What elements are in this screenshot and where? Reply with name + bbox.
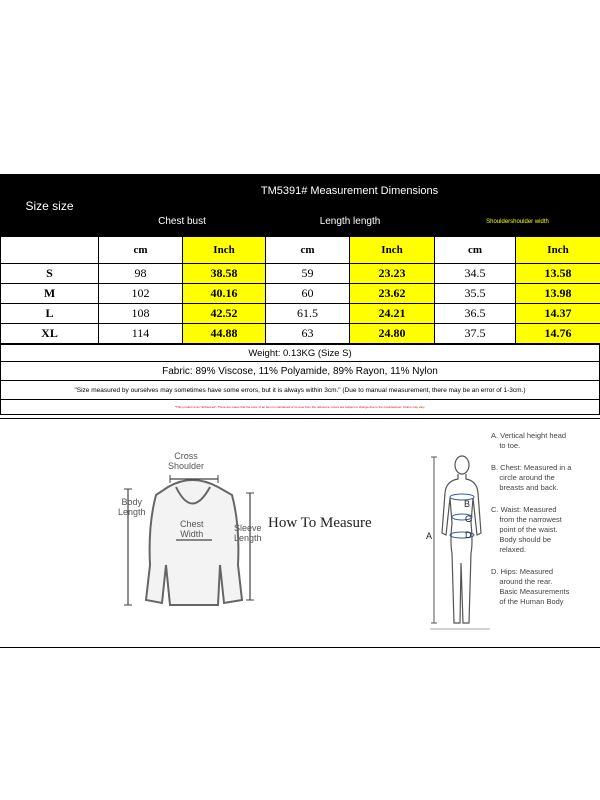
size-table <box>0 174 600 344</box>
cell: 63 <box>266 324 350 344</box>
unit-inch: Inch <box>350 237 435 264</box>
cell: 13.98 <box>516 284 600 304</box>
cell: 102 <box>99 284 183 304</box>
weight-note: Weight: 0.13KG (Size S) <box>1 345 600 362</box>
note-c: C. Waist: Measured from the narrowest point of the waist. Body should be relaxed. <box>491 505 562 554</box>
cell: 40.16 <box>183 284 266 304</box>
cell: 24.80 <box>350 324 435 344</box>
cell: 60 <box>266 284 350 304</box>
size-label: M <box>1 284 99 304</box>
fine-print: *This product is an "Enhanced". There are cases that the color of an item is maintained or its tone from the reference, colors are subject to change due to the manufacturer. Colors may vary. <box>1 400 600 415</box>
fabric-note: Fabric: 89% Viscose, 11% Polyamide, 89% Rayon, 11% Nylon <box>1 362 600 381</box>
cell: 114 <box>99 324 183 344</box>
cell: 23.62 <box>350 284 435 304</box>
size-label: L <box>1 304 99 324</box>
cell: 108 <box>99 304 183 324</box>
table-row <box>1 324 600 344</box>
size-label: S <box>1 264 99 284</box>
letter-d: D <box>465 530 472 540</box>
group-length: Length length <box>266 207 435 237</box>
letter-c: C <box>465 514 472 524</box>
table-row <box>1 304 600 324</box>
cell: 34.5 <box>435 264 516 284</box>
cell: 37.5 <box>435 324 516 344</box>
table-title: TM5391# Measurement Dimensions <box>99 175 600 207</box>
size-chart <box>0 174 600 415</box>
table-row <box>1 284 600 304</box>
cell: 23.23 <box>350 264 435 284</box>
cell: 44.88 <box>183 324 266 344</box>
cell: 61.5 <box>266 304 350 324</box>
human-figure-icon <box>430 453 490 633</box>
disclaimer-note: "Size measured by ourselves may sometimes have some errors, but it is always within 3cm." (Due to manual measurement, there may be an error of 1-3cm.) <box>1 381 600 400</box>
table-row <box>1 264 600 284</box>
unit-cm: cm <box>99 237 183 264</box>
chest-width-label: Chest Width <box>180 519 204 539</box>
size-header: Size size <box>1 175 99 237</box>
unit-inch: Inch <box>183 237 266 264</box>
letter-b: B <box>464 499 471 509</box>
cell: 98 <box>99 264 183 284</box>
group-chest: Chest bust <box>99 207 266 237</box>
group-shoulder: Shouldershoulder width <box>435 207 600 237</box>
note-b: B. Chest: Measured in a circle around the breasts and back. <box>491 463 572 492</box>
letter-a: A <box>426 531 433 541</box>
cell: 42.52 <box>183 304 266 324</box>
note-d: D. Hips: Measured around the rear. Basic Measurements of the Human Body <box>491 567 570 606</box>
note-a: A. Vertical height head to toe. <box>491 431 567 450</box>
measure-guide <box>0 418 600 648</box>
cell: 13.58 <box>516 264 600 284</box>
how-to-measure-title: How To Measure <box>268 515 372 531</box>
notes-table <box>0 344 600 415</box>
sleeve-length-label: Sleeve Length <box>234 523 262 543</box>
cell: 24.21 <box>350 304 435 324</box>
cell: 14.76 <box>516 324 600 344</box>
unit-inch: Inch <box>516 237 600 264</box>
cross-shoulder-label: Cross Shoulder <box>168 451 205 471</box>
cell: 59 <box>266 264 350 284</box>
cell: 38.58 <box>183 264 266 284</box>
cell: 36.5 <box>435 304 516 324</box>
unit-cm: cm <box>266 237 350 264</box>
body-length-label: Body Length <box>118 497 146 517</box>
size-label: XL <box>1 324 99 344</box>
cell: 14.37 <box>516 304 600 324</box>
unit-cm: cm <box>435 237 516 264</box>
blank-cell <box>1 237 99 264</box>
cell: 35.5 <box>435 284 516 304</box>
